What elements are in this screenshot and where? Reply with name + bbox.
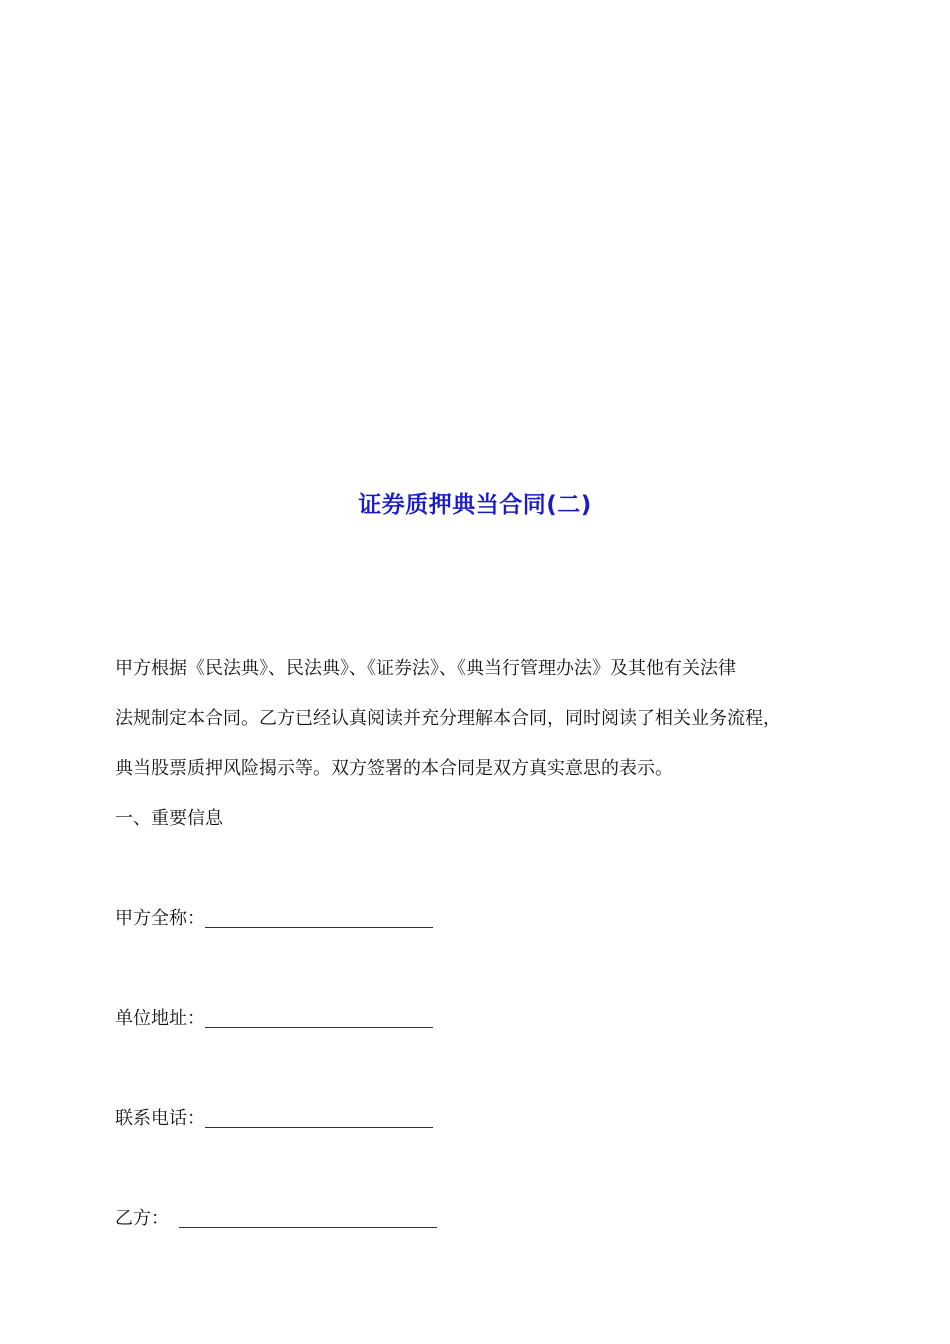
intro-line-2: 法规制定本合同。乙方已经认真阅读并充分理解本合同，同时阅读了相关业务流程， — [115, 708, 781, 729]
document-title: 证券质押典当合同(二) — [358, 492, 592, 518]
party-a-name-blank[interactable] — [205, 909, 433, 928]
intro-line-1: 甲方根据《民法典》、民法典》、《证券法》、《典当行管理办法》及其他有关法律 — [115, 658, 736, 679]
intro-line-3: 典当股票质押风险揭示等。双方签署的本合同是双方真实意思的表示。 — [115, 758, 673, 779]
party-b-label: 乙方： — [115, 1208, 169, 1229]
party-a-name-label: 甲方全称： — [115, 908, 205, 929]
address-blank[interactable] — [205, 1009, 433, 1028]
address-field — [115, 1007, 433, 1031]
phone-blank[interactable] — [205, 1109, 433, 1128]
party-a-name-field — [115, 907, 433, 931]
party-b-blank[interactable] — [179, 1209, 437, 1228]
section-heading: 一、重要信息 — [115, 808, 223, 829]
party-b-field — [115, 1207, 437, 1231]
phone-label: 联系电话： — [115, 1108, 205, 1129]
phone-field — [115, 1107, 433, 1131]
address-label: 单位地址： — [115, 1008, 205, 1029]
